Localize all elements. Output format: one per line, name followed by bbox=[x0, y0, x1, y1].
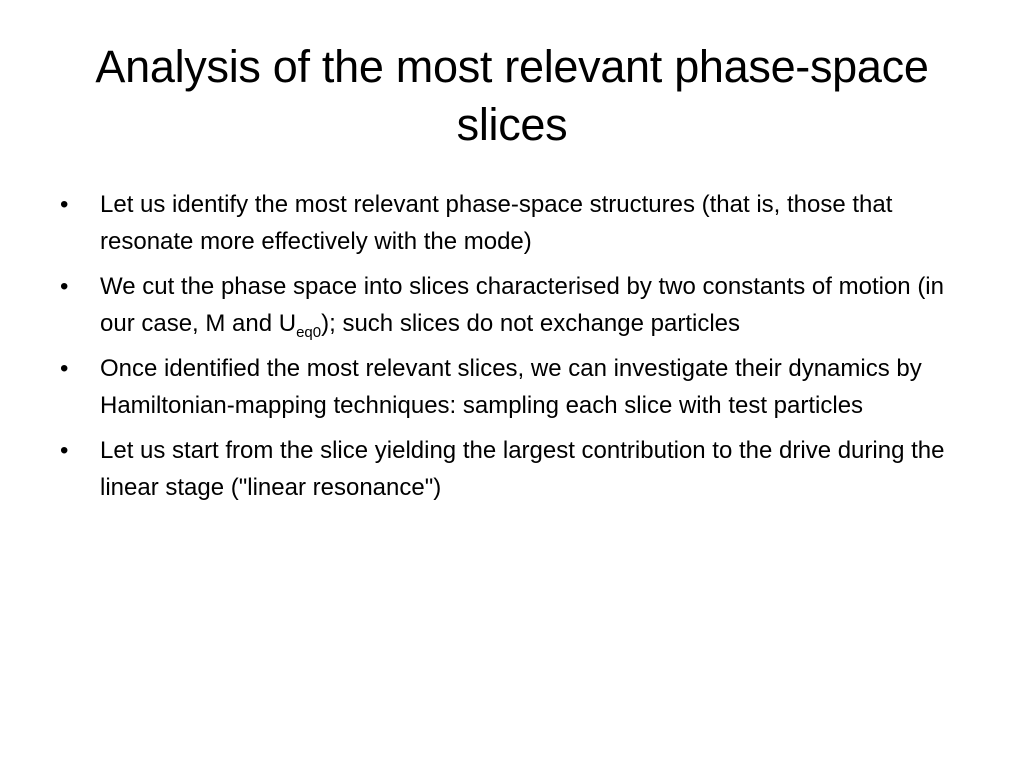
bullet-icon: • bbox=[60, 355, 69, 382]
bullet-icon: • bbox=[60, 437, 69, 464]
bullet-text-after: ); such slices do not exchange particles bbox=[321, 310, 741, 337]
bullet-item-3 bbox=[60, 350, 960, 424]
bullet-subscript: eq0 bbox=[296, 324, 322, 341]
slide-title: Analysis of the most relevant phase-space slices bbox=[95, 41, 929, 150]
bullet-icon: • bbox=[60, 273, 69, 300]
bullet-text-before: We cut the phase space into slices characterised by two constants of motion (in our case, M and U bbox=[100, 273, 944, 337]
bullet-item-1 bbox=[60, 186, 960, 260]
bullet-text: Let us start from the slice yielding the largest contribution to the drive during the linear stage ("linear resonance") bbox=[100, 437, 945, 501]
bullet-text bbox=[100, 273, 944, 341]
bullet-item-4 bbox=[60, 432, 960, 506]
bullet-icon: • bbox=[60, 191, 69, 218]
bullet-text: Once identified the most relevant slices, we can investigate their dynamics by Hamiltonian-mapping techniques: sampling each slice with test particles bbox=[100, 355, 922, 419]
bullet-list bbox=[60, 186, 960, 514]
bullet-text: Let us identify the most relevant phase-space structures (that is, those that resonate more effectively with the mode) bbox=[100, 191, 893, 255]
bullet-item-2 bbox=[60, 268, 960, 342]
